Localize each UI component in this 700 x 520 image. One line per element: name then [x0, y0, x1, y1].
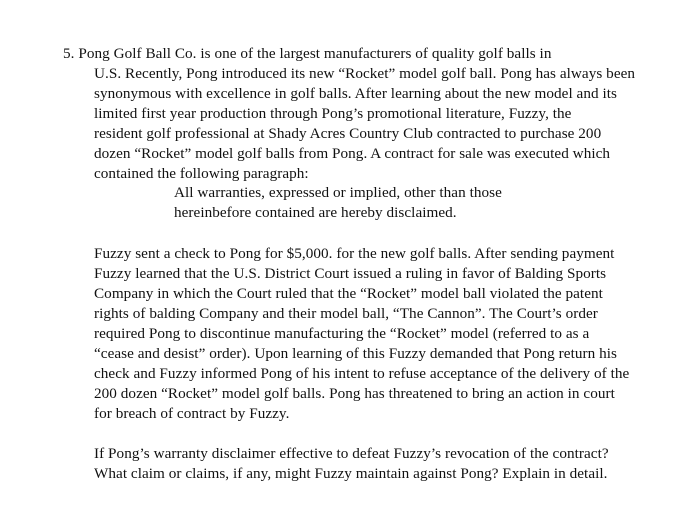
intro-line-7: contained the following paragraph: [94, 165, 309, 182]
intro-line-4: limited first year production through Pong’s promotional literature, Fuzzy, the [94, 105, 572, 122]
facts-line-9: for breach of contract by Fuzzy. [94, 405, 290, 422]
intro-line-2: U.S. Recently, Pong introduced its new “Rocket” model golf ball. Pong has always been [94, 65, 636, 82]
quoted-clause-line-2: hereinbefore contained are hereby disclaimed. [174, 204, 457, 221]
intro-line-1: 5. Pong Golf Ball Co. is one of the largest manufacturers of quality golf balls in [63, 45, 552, 62]
facts-line-1: Fuzzy sent a check to Pong for $5,000. for the new golf balls. After sending payment [94, 245, 615, 262]
quoted-clause-line-1: All warranties, expressed or implied, other than those [174, 184, 502, 201]
facts-line-4: rights of balding Company and their model ball, “The Cannon”. The Court’s order [94, 305, 598, 322]
facts-line-3: Company in which the Court ruled that the “Rocket” model ball violated the patent [94, 285, 603, 302]
intro-line-3: synonymous with excellence in golf balls. After learning about the new model and its [94, 85, 617, 102]
intro-line-5: resident golf professional at Shady Acres Country Club contracted to purchase 200 [94, 125, 602, 142]
facts-line-5: required Pong to discontinue manufacturing the “Rocket” model (referred to as a [94, 325, 590, 342]
facts-line-8: 200 dozen “Rocket” model golf balls. Pong has threatened to bring an action in court [94, 385, 615, 402]
facts-line-6: “cease and desist” order). Upon learning of this Fuzzy demanded that Pong return his [94, 345, 617, 362]
facts-line-7: check and Fuzzy informed Pong of his intent to refuse acceptance of the delivery of the [94, 365, 630, 382]
prompt-line-2: What claim or claims, if any, might Fuzzy maintain against Pong? Explain in detail. [94, 465, 608, 482]
prompt-line-1: If Pong’s warranty disclaimer effective to defeat Fuzzy’s revocation of the contract? [94, 445, 609, 462]
intro-line-6: dozen “Rocket” model golf balls from Pong. A contract for sale was executed which [94, 145, 611, 162]
facts-line-2: Fuzzy learned that the U.S. District Court issued a ruling in favor of Balding Sports [94, 265, 607, 282]
